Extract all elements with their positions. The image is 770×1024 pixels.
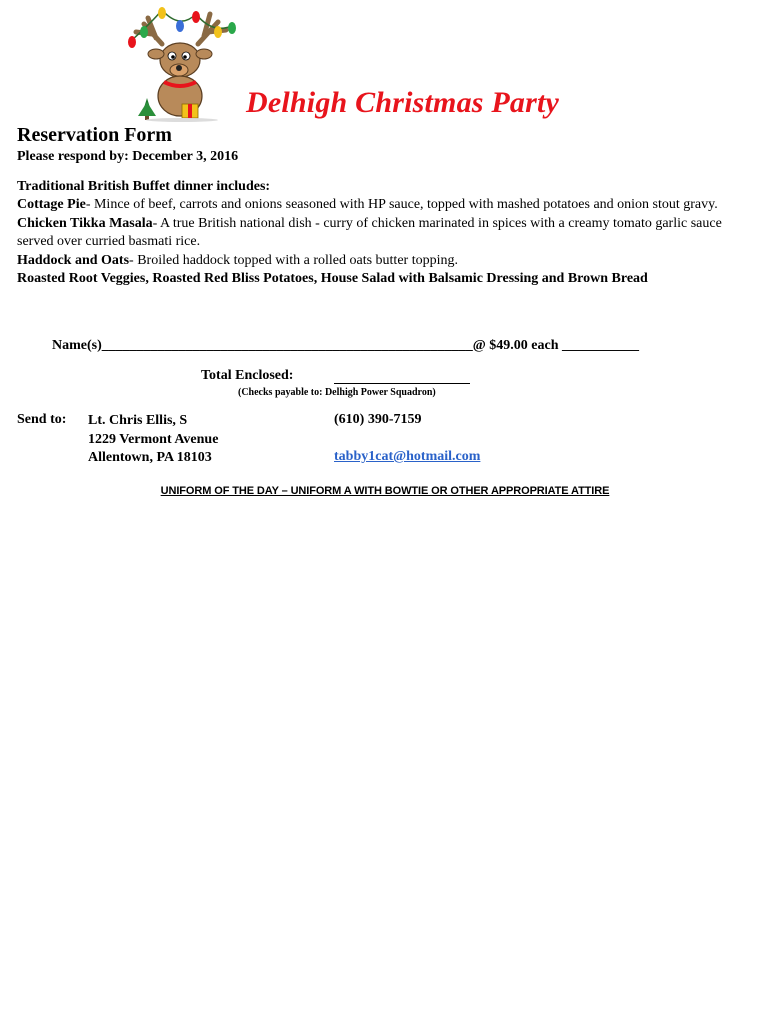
menu-item-description: - Mince of beef, carrots and onions seasoned with HP sauce, topped with mashed potatoes and onion stout gravy.: [85, 197, 718, 212]
menu-item: [17, 196, 747, 215]
address-line: Allentown, PA 18103: [88, 450, 212, 465]
mailing-address: [88, 412, 218, 468]
uniform-notice: UNIFORM OF THE DAY – UNIFORM A WITH BOWTIE OR OTHER APPROPRIATE ATTIRE: [160, 485, 610, 497]
menu-sides: [17, 270, 747, 289]
menu-item-name: Haddock and Oats: [17, 252, 130, 268]
address-line: 1229 Vermont Avenue: [88, 431, 219, 447]
reindeer-with-christmas-lights-icon: [122, 4, 244, 122]
total-enclosed-field[interactable]: [334, 368, 470, 384]
checks-payable-note: (Checks payable to: Delhigh Power Squadron): [238, 387, 436, 398]
respond-by-date: Please respond by: December 3, 2016: [17, 149, 239, 164]
names-field-line[interactable]: Name(s)_____________________________________________________@ $49.00 each ___________: [52, 338, 639, 353]
menu-sides-text: Roasted Root Veggies, Roasted Red Bliss Potatoes, House Salad with Balsamic Dressing and Brown Bread: [17, 271, 648, 286]
contact-phone: (610) 390-7159: [334, 412, 422, 427]
menu-item: [17, 252, 747, 271]
party-title: Delhigh Christmas Party: [246, 86, 559, 119]
menu-item-description: - Broiled haddock topped with a rolled oats butter topping.: [129, 252, 458, 268]
send-to-label: Send to:: [17, 412, 67, 427]
total-enclosed-label: Total Enclosed:: [201, 368, 294, 383]
menu-item-name: Cottage Pie: [17, 197, 86, 212]
menu-item: [17, 215, 747, 252]
address-line: Lt. Chris Ellis, S: [88, 413, 188, 428]
menu-item-description: - A true British national dish - curry of chicken marinated in spices with a creamy tomato garlic sauce served over curried basmati rice.: [17, 215, 722, 249]
contact-email-link[interactable]: tabby1cat@hotmail.com: [334, 449, 481, 464]
menu-list: [17, 196, 747, 289]
menu-intro: Traditional British Buffet dinner includes:: [17, 179, 271, 194]
form-heading: Reservation Form: [17, 124, 172, 146]
menu-item-name: Chicken Tikka Masala: [17, 215, 153, 231]
